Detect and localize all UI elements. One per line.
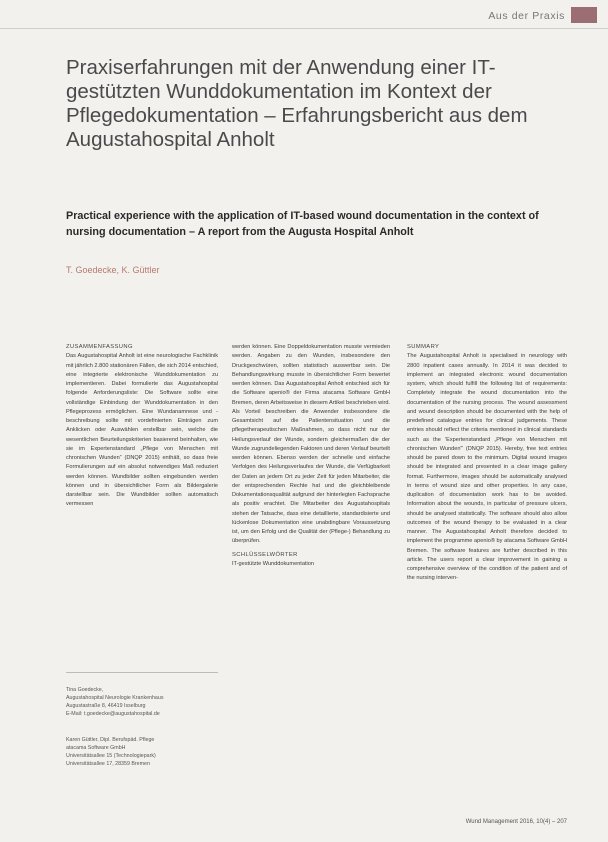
affiliation-line: atacama Software GmbH <box>66 745 126 751</box>
affiliation-name: Tina Goedecke, <box>66 687 104 693</box>
header-divider <box>0 28 608 29</box>
affiliation-line: E-Mail: t.goedecke@augustahospital.de <box>66 711 160 717</box>
zusammenfassung-text-part2: werden können. Eine Doppeldokumentation musste vermieden werden. Angaben zu den Wunden, insbesondere den Druckgeschwüren, sollten statistisch auswertbar sein. Die Behandlungswirkung musste in übersichtlicher Form bewertet werden können. Das Augustahospital Anholt entschied sich für die Software apenio® der Firma atacama Software GmbH Bremen, deren Arbeitsweise in diesem Artikel beschrieben wird. Als Vorteil beschreiben die Anwender insbesondere die Gesamtsicht auf die Patientensituation und die pflegetherapeutischen Maßnahmen, so dass nicht nur der Heilungsverlauf der Wunde, sondern gleichermaßen die der Wunde zugrundeliegenden Faktoren und deren Verlauf beurteilt werden können. Ebenso werden der schnelle und einfache Verfolgen des Heilungsverlaufes der Wunde, die Verfügbarkeit der Daten an jedem Ort zu jeder Zeit für jeden Mitarbeiter, die der entsprechenden Rechte hat und die gleichbleibende Dokumentationsqualität aufgrund der hinterlegten Fachsprache als positiv erachtet. Die Mitarbeiter des Augustahospitals stehen der Tatsache, dass eine detaillierte, standardisierte und lückenlose Dokumentation eine unabdingbare Voraussetzung ist, um den Erfolg und die Qualität der (Pflege-) Behandlung zu überprüfen. <box>232 344 390 545</box>
affiliation-goedecke <box>66 686 218 718</box>
zusammenfassung-heading: ZUSAMMENFASSUNG <box>66 344 133 350</box>
abstract-column-2 <box>232 343 390 569</box>
summary-text: The Augustahospital Anholt is specialised in neurology with 2800 inpatient cases annually. In 2014 it was decided to implement an integrated electronic wound documentation system, which should fulfill the following list of requirements: Completely integrate the wound documentation into the documentation of the nursing process. The wound assessment and wound description should be documented with the help of predefined catalogue entries for clinical judgements. These entries should reflect the criteria mentioned in clinical standards such as the 'Expertenstandard „Pflege von Menschen mit chronischen Wunden“' (DNQP 2015). Hereby, free text entries should be pared down to the minimum. Digital wound images should be integrated and presented in a clear image gallery format. Furthermore, images should be automatically analysed in terms of wound size and other properties. In any case, duplication of documentation work has to be avoided. Information about the wounds, in particular of pressure ulcers, should be analysed statistically. The software should also allow outcomes of the wound therapy to be evaluated in a clear manner. The Augustahospital Anholt therefore decided to implement the programme apenio® by atacama Software GmbH Bremen. The software features are further described in this article. The users report a clear improvement in gaining a comprehensive overview of the condition of the patient and of the nursing interven- <box>407 353 567 582</box>
abstract-column-1 <box>66 343 218 510</box>
affiliation-divider <box>66 672 218 673</box>
affiliation-name: Karen Güttler, Dipl. Berufspäd. Pflege <box>66 737 155 743</box>
keywords-text: IT-gestützte Wunddokumentation <box>232 560 314 567</box>
affiliation-line: Universitätsallee 15 (Technologiepark) <box>66 753 156 759</box>
keywords-heading: SCHLÜSSELWÖRTER <box>232 551 298 558</box>
affiliation-line: Augustastraße 8, 46419 Isselburg <box>66 703 146 709</box>
section-color-bar <box>571 7 597 23</box>
keywords-block <box>232 551 390 570</box>
summary-heading: SUMMARY <box>407 344 440 350</box>
authors: T. Goedecke, K. Güttler <box>66 265 160 275</box>
article-subtitle-english: Practical experience with the application of IT-based wound documentation in the context of nursing documentation – A report from the Augusta Hospital Anholt <box>66 210 539 238</box>
article-title: Praxiserfahrungen mit der Anwendung einer IT-gestützten Wunddokumentation im Kontext der Pflegedokumentation – Erfahrungsbericht aus dem Augustahospital Anholt <box>66 56 528 151</box>
page-footer: Wund Management 2016, 10(4) – 207 <box>465 819 567 825</box>
affiliation-guettler <box>66 736 218 768</box>
summary-column <box>407 343 567 584</box>
section-label: Aus der Praxis <box>488 10 565 22</box>
zusammenfassung-text-part1: Das Augustahospital Anholt ist eine neurologische Fachklinik mit jährlich 2.800 stationären Fällen, die sich 2014 entschied, eine integrierte elektronische Wunddokumentation zu implementieren. Dabei formulierte das Augustahospital folgende Anforderungsliste: Die Software sollte eine vollständige Einbindung der Wunddokumentation in den Pflegeprozess ermöglichen. Eine Wundanamnese und -beschreibung sollte mit vordefinierten Einträgen zum Anklicken oder Auswählen erstellbar sein, welche die wesentlichen Beurteilungskriterien basierend beinhalten, wie sie im Expertenstandard „Pflege von Menschen mit chronischen Wunden“ (DNQP 2015) enthält, so dass freie Formulierungen auf ein absolut notwendiges Maß reduziert werden können. Wundbilder sollten eingebunden werden können und in übersichtlicher Form als Bildergalerie darstellbar sein. Die Wundbilder sollten automatisch vermessen <box>66 353 218 508</box>
affiliation-line: Universitätsallee 17, 28359 Bremen <box>66 761 150 767</box>
affiliation-line: Augustahospital Neurologie Krankenhaus <box>66 695 164 701</box>
